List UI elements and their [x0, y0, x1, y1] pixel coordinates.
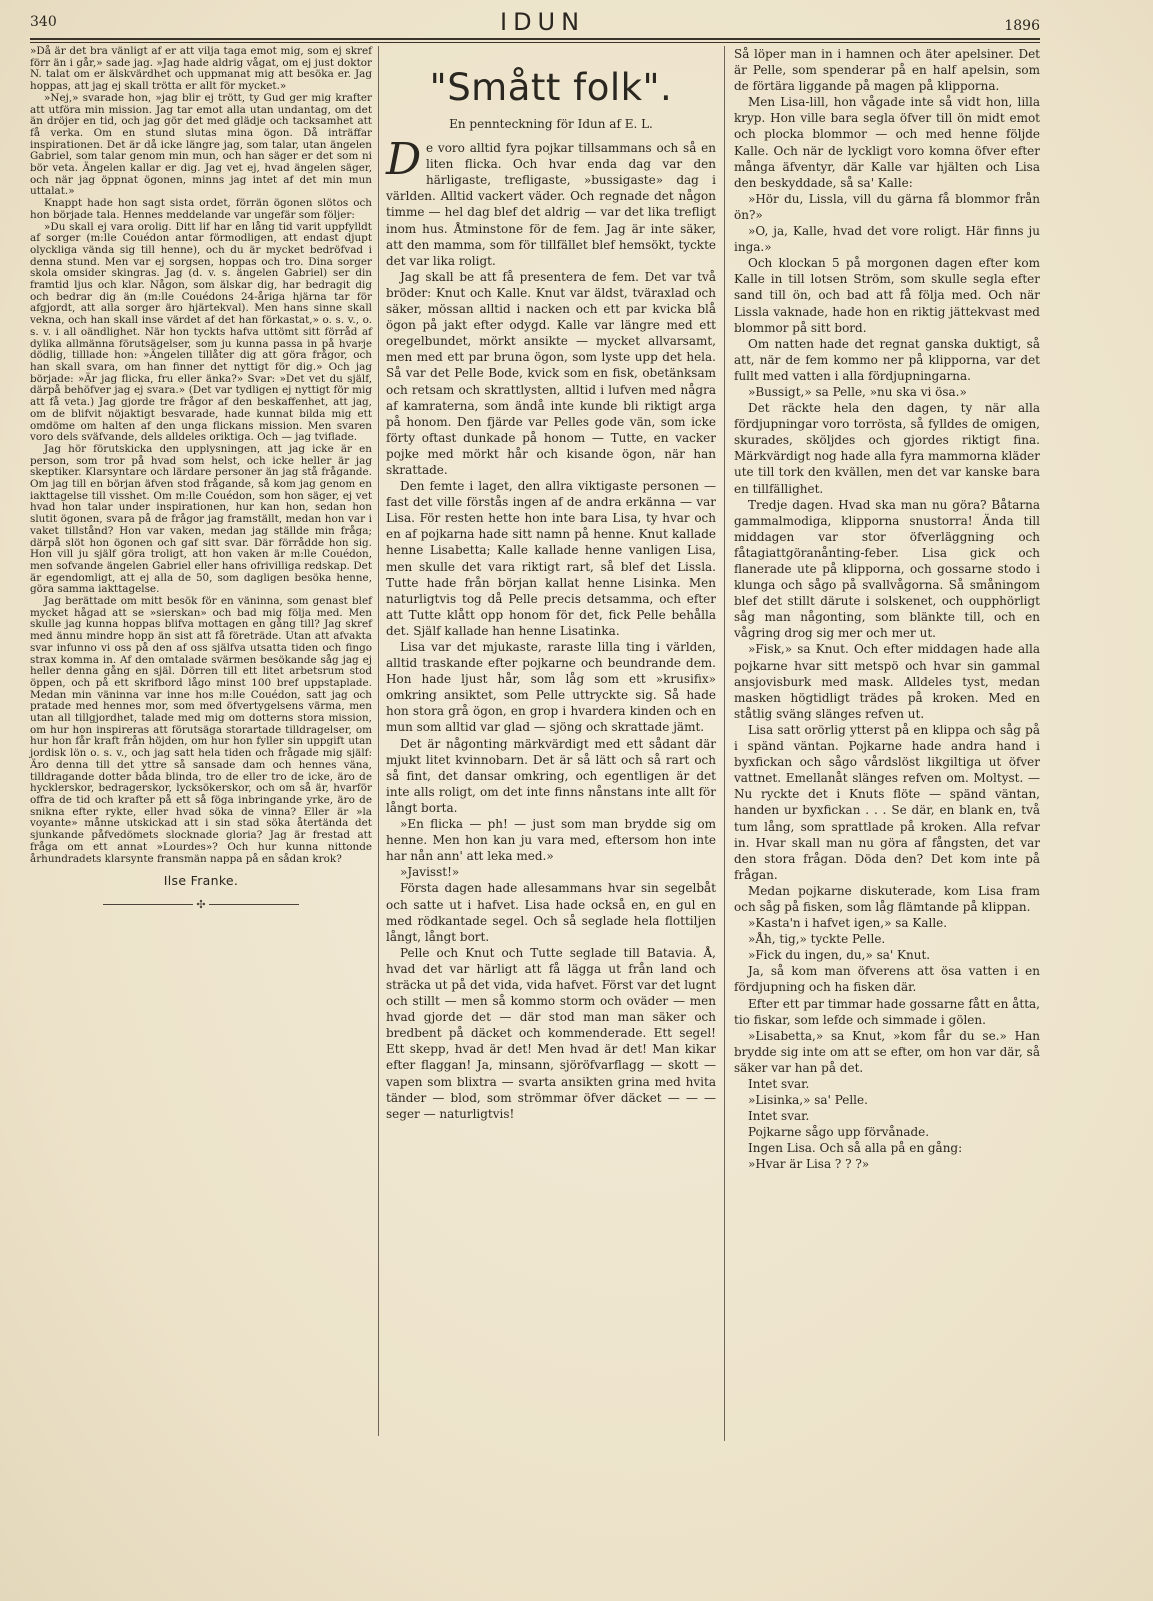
paragraph: Och klockan 5 på morgonen dagen efter kom Kalle in till lotsen Ström, som skulle segla efter sand till ön, och bad att få följa med. Och när Lissla vaknade, hade hon en riktig jättekvast med blommor på sitt bord.	[734, 256, 1040, 335]
first-paragraph-text: e voro alltid fyra pojkar tillsammans och så en liten flicka. Och hvar enda dag var den härligaste, trefligaste, »bussigaste» dag i världen. Alltid vackert väder. Och regnade det någon timme — hel dag blef det aldrig — var det lika trefligt inom hus. Åtminstone för de fem. Jag är inte säker, att den mamma, som för tillfället blef hemsökt, tyckte det var lika roligt.	[386, 141, 716, 268]
paragraph: »En flicka — ph! — just som man brydde sig om henne. Men hon kan ju vara med, eftersom hon inte har nån ann' att leka med.»	[386, 817, 716, 864]
paragraph: Efter ett par timmar hade gossarne fått en åtta, tio fiskar, som lefde och simmade i gölen.	[734, 996, 1040, 1027]
paragraph: Intet svar.	[748, 1109, 810, 1124]
paragraph: Det är någonting märkvärdigt med ett sådant där mjukt litet kvinnobarn. Det är så lätt och så rart och så fint, det dansar omkring, och egentligen är det inte alls roligt, om det inte finns nånstans inte allt för långt borta.	[386, 736, 716, 815]
paragraph: Första dagen hade allesammans hvar sin segelbåt och satte ut i hafvet. Lisa hade också en, en gul en med rödkantade segel. Och så seglade hela flottiljen långt, långt bort.	[386, 881, 716, 944]
paragraph: Tredje dagen. Hvad ska man nu göra? Båtarna gammalmodiga, klipporna snustorra! Ända till middagen var stor öfverläggning och fåtagiattgöranånting-feber. Lisa gick och flanerade ute på klipporna, och gossarne stodo i klunga och sågo på svallvågorna. Så småningom blef det stillt därute i solskenet, och oupphörligt såg man någonting, som blänkte till, och en vågring drog sig mer och mer ut.	[734, 497, 1040, 641]
paragraph: »Hvar är Lisa ? ? ?»	[748, 1157, 870, 1172]
paragraph: »Lisinka,» sa' Pelle.	[748, 1093, 868, 1108]
dropcap: D	[386, 134, 422, 186]
paragraph: Jag berättade om mitt besök för en väninna, som genast blef mycket hågad att se »sierskan» och bad mig följa med. Men skulle jag kunna hoppas blifva mottagen en gång till? Jag skref med ännu mindre hopp än sist att få företräde. Utan att afvakta svar infunno vi oss på den af oss själfva utsatta tiden och fingo strax komma in. Af den omtalade svärmen besökande såg jag ej heller denna gång en själ. Dörren till ett litet arbetsrum stod öppen, och på ett skrifbord lågo minst 100 bref uppstaplade. Medan min väninna var inne hos m:lle Couédon, satt jag och pratade med hennes mor, som med öfvertygelsens värma, men utan all tillgjordhet, talade med mig om dotterns stora mission, om hur hon inspireras att förutsäga storartade tilldragelser, om hur hon får kraft från höjden, om hur hon fyller sin uppgift utan jordisk lön o. s. v., och jag satt hela tiden och frågade mig själf: Äro denna till det yttre så sansade dam och hennes väna, tilldragande dotter båda blinda, tro de eller tro de icke, äro de hycklerskor, bedragerskor, lycksökerskor, och om så är, hvarför offra de tid och krafter på ett så föga inbringande yrke, äro de snikna efter rykte, eller hvad söka de vinna? Eller är »la voyante» månne utskickad att i sin stad söka återtända det sjunkande påfvedömets slocknade gloria? Jag är frestad att fråga om ett annat »Lourdes»? Och hur kunna nittonde århundradets klarsynte fransmän nappa på en sådan krok?	[30, 595, 372, 865]
year: 1896	[1004, 18, 1040, 34]
paragraph: Om natten hade det regnat ganska duktigt, så att, när de fem kommo ner på klipporna, var det fullt med vatten i alla fördjupningarna.	[734, 336, 1040, 383]
paragraph: Pojkarne sågo upp förvånade.	[748, 1125, 930, 1140]
paragraph: Knappt hade hon sagt sista ordet, förrän ögonen slötos och hon började tala. Hennes meddelande var ungefär som följer:	[30, 197, 372, 221]
article-title: "Smått folk".	[429, 66, 673, 109]
masthead: IDUN	[500, 8, 586, 36]
column-middle	[386, 46, 716, 1122]
paragraph: »Åh, tig,» tyckte Pelle.	[748, 932, 886, 947]
article-subtitle: En pennteckning för Idun af E. L.	[449, 117, 653, 131]
paragraph: Jag skall be att få presentera de fem. Det var två bröder: Knut och Kalle. Knut var äldst, tväraxlad och säker, mössan alltid i nacken och ett par kvicka blå ögon på jakt efter odygd. Kalle var längre med ett oregelbundet, mörkt ansikte — mycket allvarsamt, men med ett par bruna ögon, som lyste upp det hela. Så var det Pelle Bode, kvick som en fisk, obetänksam och retsam och skrattlysten, alltid i lufven med några af kamraterna, som ändå inte kunde bli riktigt arga på honom. Den fjärde var Pelles gode vän, som icke förty oftast dunkade på honom — Tutte, en vacker pojke med mörkt hår och kisande ögon, när han skrattade.	[386, 269, 716, 477]
author-signature: Ilse Franke.	[163, 873, 239, 889]
paragraph: Det räckte hela den dagen, ty när alla fördjupningar voro torrösta, så fylldes de omigen, skurades, sköljdes och gjordes riktigt fina. Märkvärdigt nog hade alla fyra mammorna kläder ute till tork den kvällen, men det var kanske bara en tillfällighet.	[734, 401, 1040, 496]
paragraph: »Fisk,» sa Knut. Och efter middagen hade alla pojkarne hvar sitt metspö och hvar sin gammal ansjovisburk med mask. Alldeles tyst, medan masken högtidligt trädes på kroken. Med en ståtlig sväng slänges refven ut.	[734, 642, 1040, 721]
column-divider	[724, 46, 725, 1441]
paragraph: Pelle och Knut och Tutte seglade till Batavia. Å, hvad det var härligt att få lägga ut från land och sträcka ut på det vida, vida hafvet. Först var det lugnt och stillt — men så kommo storm och oväder — men hvad gjorde det — där stod man man säker och bredbent på däcket och kommenderade. Ett segel! Ett skepp, hvad är det! Men hvad är det! Man kikar efter flaggan! Ja, minsann, sjöröfvarflagg — skott — vapen som blixtra — svarta ansikten grina med hvita tänder — blod, som strömmar öfver däcket — — — seger — naturligtvis!	[386, 945, 716, 1121]
paragraph: Jag hör förutskicka den upplysningen, att jag icke är en person, som tror på hvad som helst, och icke heller är jag skeptiker. Klarsyntare och lärdare personer än jag stå frågande. Om jag till en början äfven stod frågande, så kom jag genom en iakttagelse till visshet. Om m:lle Couédon, som hon säger, ej vet hvad hon talar under inspirationen, hur kan hon, sedan hon slutit ögonen, svara på de frågor jag framställt, medan hon var i vaket tillstånd? Hon var vaken, medan jag ställde min fråga; därpå slöt hon ögonen och gaf sitt svar. Där förrådde hon sig. Hon vill ju själf göra troligt, att hon vaken är m:lle Couédon, men sofvande ängelen Gabriel eller hans ofrivilliga redskap. Det är egendomligt, att ej alla de 50, som dagligen besöka henne, göra samma iakttagelse.	[30, 442, 372, 596]
paragraph: »Lisabetta,» sa Knut, »kom får du se.» Han brydde sig inte om att se efter, om hon var där, så säker var han på det.	[734, 1028, 1040, 1075]
paragraph: »Bussigt,» sa Pelle, »nu ska vi ösa.»	[748, 384, 967, 399]
paragraph: »Javisst!»	[400, 865, 460, 880]
column-right	[734, 46, 1040, 1173]
paragraph: Medan pojkarne diskuterade, kom Lisa fram och såg på fisken, som låg flämtande på klippan.	[734, 883, 1040, 914]
paragraph: Den femte i laget, den allra viktigaste personen — fast det ville förstås ingen af de andra erkänna — var Lisa. För resten hette hon inte bara Lisa, ty hvar och en af pojkarna hade sitt namn på henne. Knut kallade henne Lisabetta; Kalle kallade henne vanligen Lisa, men skulle det vara riktigt rart, så blef det Lissla. Tutte hade från början kallat henne Lisinka. Men naturligtvis tog då Pelle precis detsamma, och efter att Tutte klått opp honom för det, fick Pelle behålla det. Själf kallade han henne Lisatinka.	[386, 479, 716, 638]
column-left	[30, 46, 372, 911]
paragraph: Lisa var det mjukaste, raraste lilla ting i världen, alltid traskande efter pojkarne och beundrande dem. Hon hade ljust hår, som låg som ett »krusifix» omkring ansiktet, som Pelle uttryckte sig. Så hade hon stora grå ögon, en grop i hvardera kinden och en mun som alltid var glad — sjöng och skrattade jämt.	[386, 640, 716, 735]
paragraph: Så löper man in i hamnen och äter apelsiner. Det är Pelle, som spenderar på en half apelsin, som de förtära liggande på magen på klipporna.	[734, 47, 1040, 94]
page-header	[30, 8, 1040, 36]
paragraph: »Kasta'n i hafvet igen,» sa Kalle.	[748, 916, 948, 931]
paragraph: »Då är det bra vänligt af er att vilja taga emot mig, som ej skref förr än i går,» sade jag. »Jag hade aldrig vågat, om ej just doktor N. talat om er älskvärdhet och uppmanat mig att besöka er. Jag hoppas, att jag ej skall trötta er allt för mycket.»	[30, 45, 372, 93]
paragraph: Ingen Lisa. Och så alla på en gång:	[748, 1141, 963, 1156]
ornament-divider: ✣	[30, 899, 372, 911]
paragraph: Intet svar.	[748, 1077, 810, 1091]
header-rule	[30, 38, 1040, 43]
paragraph: »Hör du, Lissla, vill du gärna få blommor från ön?»	[734, 191, 1040, 222]
paragraph: Lisa satt orörlig ytterst på en klippa och såg på i spänd väntan. Pojkarne hade andra hand i byxfickan och sågo vårdslöst likgiltiga ut öfver vattnet. Emellanåt slänges refven om. Moltyst. — Nu ryckte det i Knuts flöte — spänd väntan, handen ur byxfickan . . . Se där, en blank en, två tum lång, som sprattlade på kroken. Alla refvar in. Hvar skall man nu göra af fångsten, det var den stora frågan. Döda den? Det kom inte på frågan.	[734, 722, 1040, 882]
paragraph: »Du skall ej vara orolig. Ditt lif har en lång tid varit uppfylldt af sorger (m:lle Couédon antar förmodligen, att endast djupt olyckliga vända sig till henne), och du är mycket bedröfvad i denna stund. Men var ej sorgsen, hoppas och tro. Dina sorger skola omsider skingras. Jag (d. v. s. ängelen Gabriel) ser din framtid ljus och klar. Någon, som älskar dig, har bedragit dig och bedrar dig än (m:lle Couédons 24-åriga hjärna tar för afgjordt, att alla sorger äro hjärtekval). Men hans sinne skall vekna, och han skall inse värdet af det han förkastat,» o. s. v., o. s. v. i all oändlighet. När hon tyckts hafva uttömt sitt förråd af dylika allmänna förutsägelser, som ju kunna passa in på hvarje dödlig, tilllade hon: »Ängelen tillåter dig att göra frågor, och han skall svara, om han finner det nyttigt för dig.» Och jag började: »Är jag flicka, fru eller änka?» Svar: »Det vet du själf, därpå behöfver jag ej svara.» (Det var tydligen ej nyttigt för mig att få veta.) Jag gjorde tre frågor af den beskaffenhet, att jag, om de blifvit nöjaktigt besvarade, hade kunnat bilda mig ett omdöme om halten af den unga flickans mission. Men svaren voro dels sväfvande, dels alldeles oriktiga. Och — jag tviflade.	[30, 220, 372, 444]
paragraph: Men Lisa-lill, hon vågade inte så vidt hon, lilla kryp. Hon ville bara segla öfver till ön midt emot och plocka blommor — och med henne följde Kalle. Och när de lyckligt voro komna öfver efter många äfventyr, där Kalle var hjälten och Lisa den beskyddade, så sa' Kalle:	[734, 95, 1040, 190]
paragraph: »O, ja, Kalle, hvad det vore roligt. Här finns ju inga.»	[734, 224, 1040, 255]
paragraph: »Fick du ingen, du,» sa' Knut.	[748, 948, 931, 963]
paragraph: »Nej,» svarade hon, »jag blir ej trött, ty Gud ger mig krafter att utföra min mission. Jag tar emot alla utan undantag, om det än dröjer en tid, och jag gör det med glädje och tacksamhet att få verka. Om en stund slutas mina ögon. Då inträffar inspirationen. Det är då icke längre jag, som talar, utan ängelen Gabriel, som talar genom min mun, och han säger er det som ni bör veta. Ängelen kallar er dig. Jag vet ej, hvad ängelen säger, och när jag öppnat ögonen, minns jag intet af det min mun uttalat.»	[30, 91, 372, 198]
page-number: 340	[30, 14, 57, 30]
column-divider	[378, 46, 379, 1436]
paragraph: Ja, så kom man öfverens att ösa vatten i en fördjupning och ha fisken där.	[734, 964, 1040, 995]
first-paragraph	[386, 134, 716, 269]
